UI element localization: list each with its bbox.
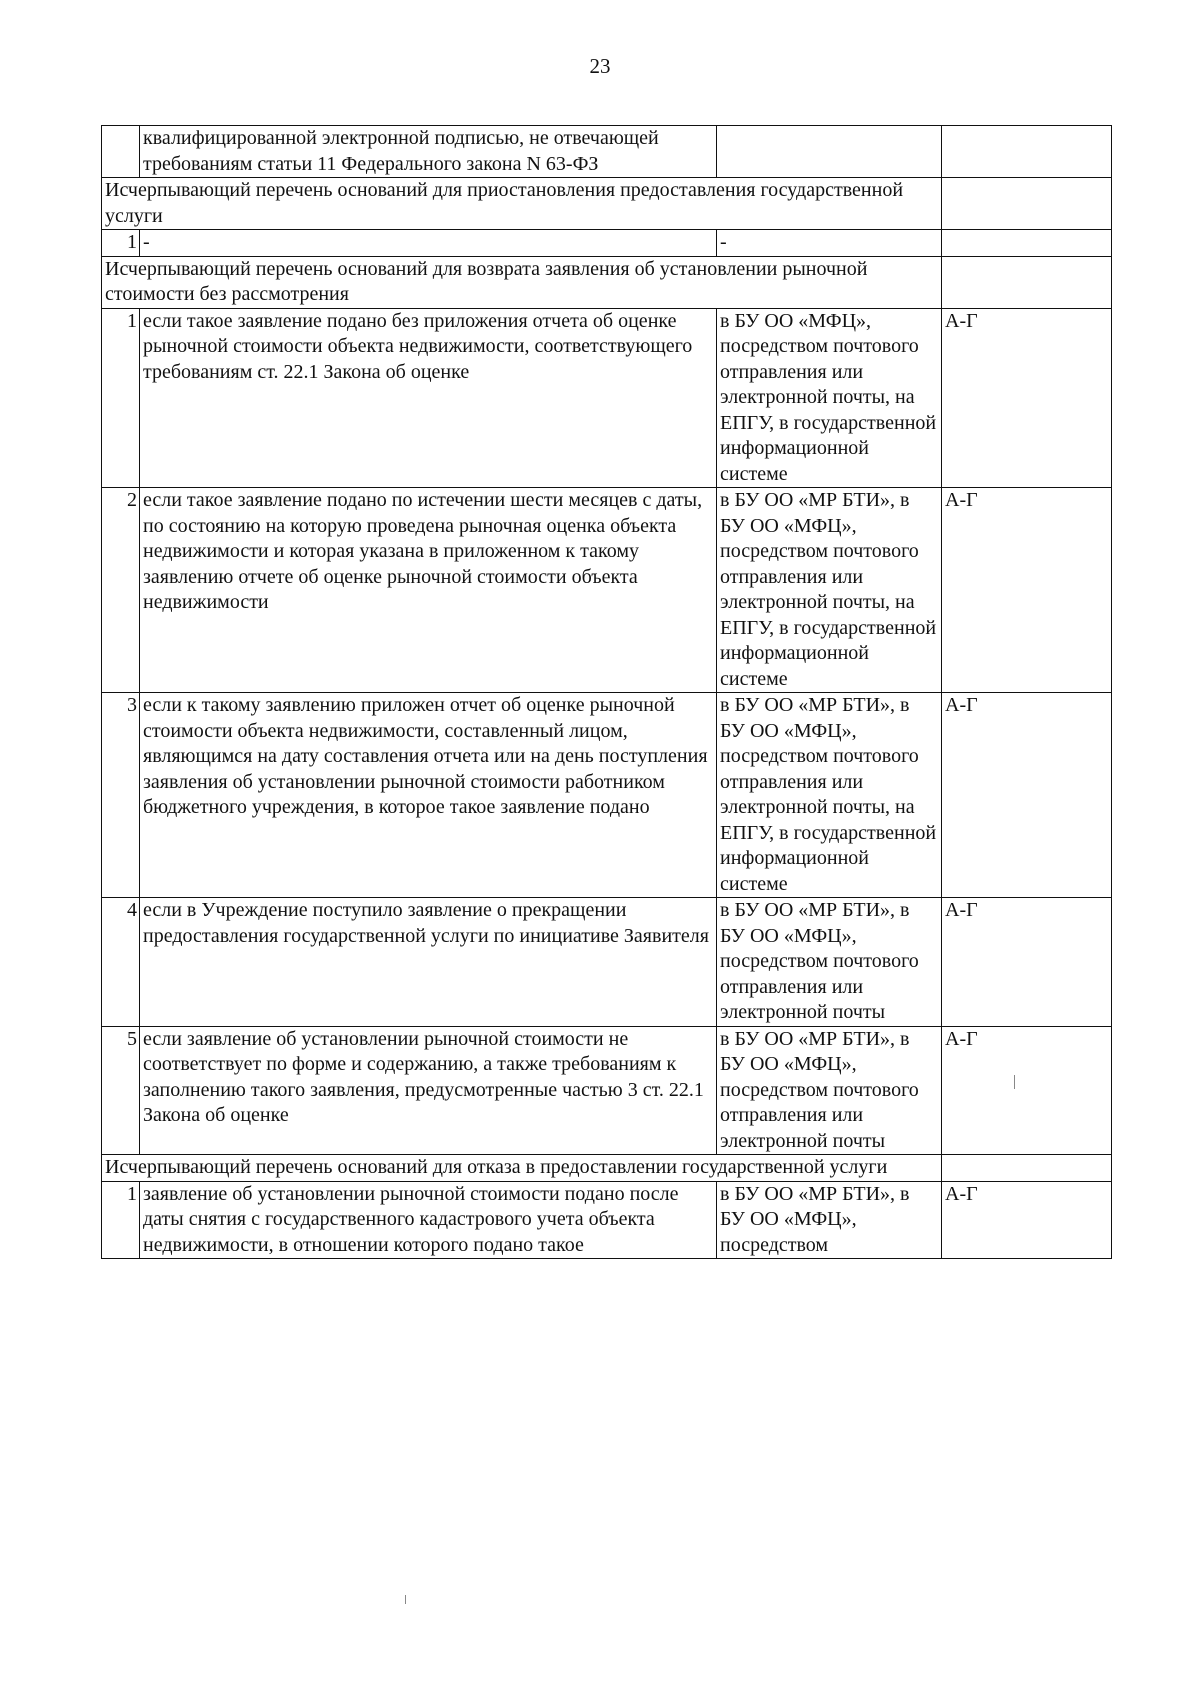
row-number: 4	[102, 898, 140, 1027]
table-row	[102, 230, 1112, 257]
table-row	[102, 488, 1112, 693]
table-row	[102, 898, 1112, 1027]
grounds-table	[101, 125, 1112, 1259]
empty-cell	[942, 178, 1112, 230]
applicant-category: А-Г	[942, 693, 1112, 898]
section-heading: Исчерпывающий перечень оснований для приостановления предоставления государственной услуги	[102, 178, 942, 230]
ground-text: заявление об установлении рыночной стоимости подано после даты снятия с государственного кадастрового учета объекта недвижимости, в отношении которого подано такое	[140, 1181, 717, 1259]
empty-cell	[942, 256, 1112, 308]
submission-place: в БУ ОО «МР БТИ», в БУ ОО «МФЦ», посредством	[717, 1181, 942, 1259]
row-number: 2	[102, 488, 140, 693]
submission-place: в БУ ОО «МР БТИ», в БУ ОО «МФЦ», посредством почтового отправления или электронной почты	[717, 898, 942, 1027]
section-row	[102, 1155, 1112, 1182]
row-number: 1	[102, 308, 140, 488]
submission-place: в БУ ОО «МФЦ», посредством почтового отправления или электронной почты, на ЕПГУ, в государственной информационной системе	[717, 308, 942, 488]
ground-text: если заявление об установлении рыночной стоимости не соответствует по форме и содержанию, а также требованиям к заполнению такого заявления, предусмотренные частью 3 ст. 22.1 Закона об оценке	[140, 1026, 717, 1155]
table-row	[102, 308, 1112, 488]
applicant-category: А-Г	[942, 898, 1112, 1027]
ground-text: если такое заявление подано по истечении шести месяцев с даты, по состоянию на которую проведена рыночная оценка объекта недвижимости и которая указана в приложенном к такому заявлению отчете об оценке рыночной стоимости объекта недвижимости	[140, 488, 717, 693]
applicant-category: А-Г	[942, 488, 1112, 693]
ground-text: если в Учреждение поступило заявление о прекращении предоставления государственной услуги по инициативе Заявителя	[140, 898, 717, 1027]
row-number: 5	[102, 1026, 140, 1155]
table-row	[102, 1026, 1112, 1155]
table-row	[102, 693, 1112, 898]
applicant-category: А-Г	[942, 1181, 1112, 1259]
empty-cell	[942, 1155, 1112, 1182]
section-heading: Исчерпывающий перечень оснований для отказа в предоставлении государственной услуги	[102, 1155, 942, 1182]
row-number	[102, 126, 140, 178]
table-row	[102, 1181, 1112, 1259]
submission-place: в БУ ОО «МР БТИ», в БУ ОО «МФЦ», посредством почтового отправления или электронной почты, на ЕПГУ, в государственной информационной системе	[717, 693, 942, 898]
section-row	[102, 256, 1112, 308]
applicant-category: А-Г	[942, 308, 1112, 488]
applicant-category: А-Г	[942, 1026, 1112, 1155]
row-number: 1	[102, 230, 140, 257]
submission-place	[717, 126, 942, 178]
ground-text: -	[140, 230, 717, 257]
applicant-category	[942, 126, 1112, 178]
page-number: 23	[589, 54, 611, 78]
submission-place: в БУ ОО «МР БТИ», в БУ ОО «МФЦ», посредством почтового отправления или электронной почты	[717, 1026, 942, 1155]
submission-place: -	[717, 230, 942, 257]
submission-place: в БУ ОО «МР БТИ», в БУ ОО «МФЦ», посредством почтового отправления или электронной почты, на ЕПГУ, в государственной информационной системе	[717, 488, 942, 693]
ground-text: квалифицированной электронной подписью, не отвечающей требованиям статьи 11 Федерального закона N 63-ФЗ	[140, 126, 717, 178]
row-number: 1	[102, 1181, 140, 1259]
ground-text: если такое заявление подано без приложения отчета об оценке рыночной стоимости объекта недвижимости, соответствующего требованиям ст. 22.1 Закона об оценке	[140, 308, 717, 488]
section-row	[102, 178, 1112, 230]
scan-speck	[405, 1595, 406, 1604]
table-row	[102, 126, 1112, 178]
scan-speck	[1014, 1075, 1015, 1089]
row-number: 3	[102, 693, 140, 898]
section-heading: Исчерпывающий перечень оснований для возврата заявления об установлении рыночной стоимости без рассмотрения	[102, 256, 942, 308]
applicant-category	[942, 230, 1112, 257]
ground-text: если к такому заявлению приложен отчет об оценке рыночной стоимости объекта недвижимости, составленный лицом, являющимся на дату составления отчета или на день поступления заявления об установлении рыночной стоимости работником бюджетного учреждения, в которое такое заявление подано	[140, 693, 717, 898]
